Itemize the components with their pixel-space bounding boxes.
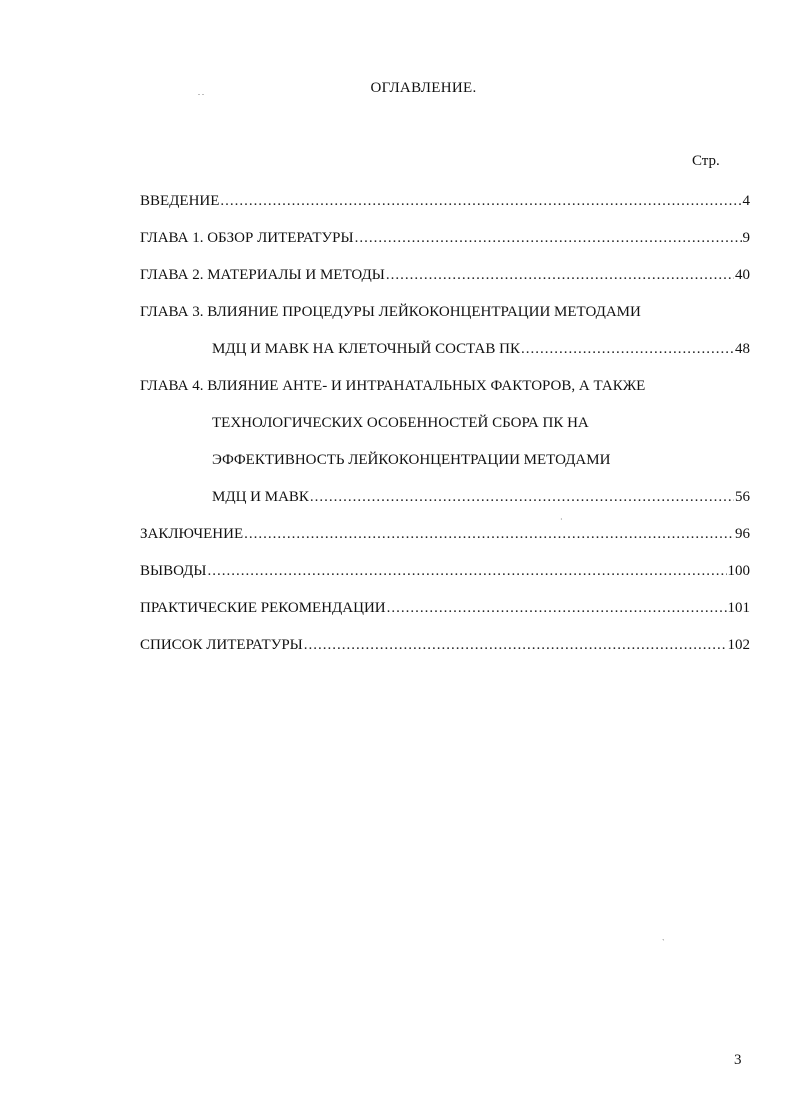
toc-entry-page: 48 [735,341,750,357]
toc-entry-label-continued: МДЦ И МАВК НА КЛЕТОЧНЫЙ СОСТАВ ПК [212,341,520,357]
toc-entry-page: 100 [727,563,750,579]
toc-entry[interactable] [140,627,750,664]
toc-entry-line[interactable] [140,294,750,331]
toc-entry-label: ВВЕДЕНИЕ [140,193,220,209]
toc-entry-label: ГЛАВА 4. ВЛИЯНИЕ АНТЕ- И ИНТРАНАТАЛЬНЫХ ФАКТОРОВ, А ТАКЖЕ [140,378,646,394]
scan-speck: . . [198,88,204,97]
toc-entry-label: ГЛАВА 2. МАТЕРИАЛЫ И МЕТОДЫ [140,267,385,283]
toc-entry-page: 40 [735,267,750,283]
toc-entry[interactable] [140,516,750,553]
toc-entry-page: 102 [727,637,750,653]
scan-speck: · [560,515,563,524]
toc-entry[interactable] [140,183,750,220]
toc-entry[interactable] [140,590,750,627]
page-number: 3 [734,1052,742,1068]
toc-entry-label: ГЛАВА 3. ВЛИЯНИЕ ПРОЦЕДУРЫ ЛЕЙКОКОНЦЕНТРАЦИИ МЕТОДАМИ [140,304,641,320]
toc-entry-line [140,442,750,479]
scan-speck: ˋ [662,938,665,947]
page-title: ОГЛАВЛЕНИЕ. [370,80,477,96]
dot-leader [220,183,741,220]
toc-entry[interactable] [140,220,750,257]
toc-entry-line [140,405,750,442]
toc-entry-label: СПИСОК ЛИТЕРАТУРЫ [140,637,303,653]
toc-entry[interactable] [140,331,750,368]
toc-entry-page: 96 [735,526,750,542]
table-of-contents [140,183,750,664]
toc-entry-label: ВЫВОДЫ [140,563,207,579]
toc-entry-label-continued: ЭФФЕКТИВНОСТЬ ЛЕЙКОКОНЦЕНТРАЦИИ МЕТОДАМИ [212,452,611,468]
toc-entry[interactable] [140,257,750,294]
dot-leader [244,516,734,553]
toc-entry-label: ПРАКТИЧЕСКИЕ РЕКОМЕНДАЦИИ [140,600,386,616]
dot-leader [208,553,727,590]
toc-entry-page: 9 [742,230,750,246]
page-column-header: Стр. [692,153,720,169]
toc-entry-line[interactable] [140,368,750,405]
toc-entry[interactable] [140,479,750,516]
dot-leader [387,590,727,627]
toc-entry[interactable] [140,553,750,590]
toc-entry-page: 101 [727,600,750,616]
toc-entry-page: 56 [735,489,750,505]
toc-entry-label: ГЛАВА 1. ОБЗОР ЛИТЕРАТУРЫ [140,230,354,246]
dot-leader [355,220,742,257]
dot-leader [386,257,734,294]
toc-entry-label: ЗАКЛЮЧЕНИЕ [140,526,244,542]
toc-entry-page: 4 [742,193,750,209]
toc-entry-label-continued: МДЦ И МАВК [212,489,309,505]
dot-leader [521,331,734,368]
dot-leader [304,627,727,664]
dot-leader [310,479,734,516]
toc-entry-label-continued: ТЕХНОЛОГИЧЕСКИХ ОСОБЕННОСТЕЙ СБОРА ПК НА [212,415,589,431]
